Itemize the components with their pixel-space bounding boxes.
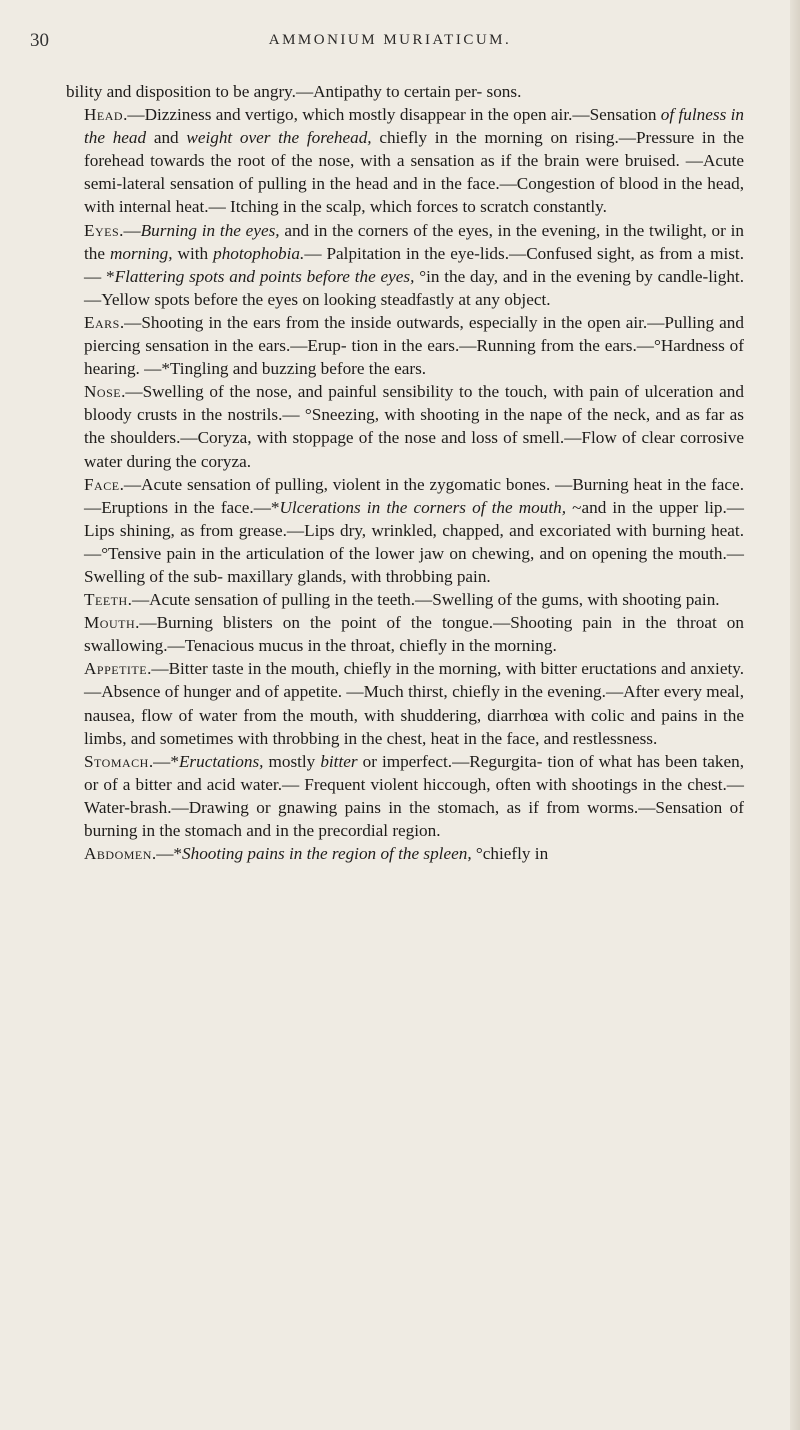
- running-head: [30, 30, 750, 54]
- section-heading: Teeth: [84, 590, 128, 610]
- italic-text: Flattering spots and points before the eyes,: [114, 266, 415, 286]
- running-title: AMMONIUM MURIATICUM.: [268, 32, 512, 48]
- paragraph-ears: [66, 311, 744, 380]
- italic-text: Shooting pains in the region of the spleen,: [182, 844, 472, 864]
- italic-text: of fulness in the head: [84, 105, 744, 148]
- italic-text: Eructations,: [178, 751, 264, 771]
- paragraph-head: [66, 103, 744, 218]
- text-run: .—Acute sensation of pulling in the teeth.—Swelling of the gums, with shooting pain.: [127, 590, 720, 610]
- text-run: or imperfect.—Regurgita- tion of what has been taken, or of a bitter and acid water.— Frequent violent hiccough, often with shootings in the chest.— Water-brash.—Drawing or gnawing pains in the stomach, as if from worms.—Sensation of burning in the stomach and in the precordial region.: [84, 751, 744, 840]
- italic-text: morning,: [110, 243, 173, 263]
- text-run: bility and disposition to be angry.—Antipathy to certain per- sons.: [66, 82, 522, 101]
- italic-text: Burning in the eyes,: [140, 220, 280, 240]
- text-run: .—Dizziness and vertigo, which mostly disappear in the open air.—Sensation: [123, 105, 661, 125]
- italic-text: weight over the forehead,: [186, 128, 372, 148]
- paragraph-abdomen: [66, 842, 744, 865]
- text-run: and: [146, 128, 187, 148]
- text-run: .—Shooting in the ears from the inside outwards, especially in the open air.—Pulling and piercing sensation in the ears.—Erup- tion in the ears.—Running from the ears.—°Hardness of hearing. —*Tingling and buzzing before the ears.: [84, 312, 744, 379]
- text-run: and in the corners of the eyes, in the evening, in the twilight, or in the: [84, 220, 745, 263]
- text-run: °in the day, and in the evening by candle-light.—Yellow spots before the eyes on looking steadfastly at any object.: [84, 266, 745, 309]
- paragraph-teeth: [66, 588, 744, 611]
- text-run: .—Acute sensation of pulling, violent in the zygomatic bones. —Burning heat in the face.—Eruptions in the face.—*: [84, 474, 744, 517]
- section-heading: Mouth: [84, 613, 136, 633]
- body-text: [66, 80, 744, 865]
- text-run: .—Swelling of the nose, and painful sensibility to the touch, with pain of ulceration and bloody crusts in the nostrils.— °Sneezing, with shooting in the nape of the neck, and as far as the shoulders.—Coryza, with stoppage of the nose and loss of smell.—Flow of clear corrosive water during the coryza.: [84, 382, 744, 471]
- text-run: ~and in the upper lip.—Lips shining, as from grease.—Lips dry, wrinkled, chapped, and excoriated with burning heat.—°Tensive pain in the articulation of the lower jaw on chewing, and on opening the mouth.—Swelling of the sub- maxillary glands, with throbbing pain.: [84, 497, 744, 586]
- italic-text: bitter: [320, 751, 358, 771]
- section-heading: Face: [84, 474, 120, 494]
- text-run: °chiefly in: [471, 844, 549, 864]
- paragraph-appetite: [66, 657, 744, 749]
- section-heading: Appetite: [84, 659, 148, 679]
- italic-text: photophobia.: [213, 243, 305, 263]
- section-heading: Ears: [84, 312, 120, 332]
- section-heading: Eyes: [84, 220, 120, 240]
- section-heading: Nose: [84, 382, 122, 402]
- text-run: — Palpitation in the eye-lids.—Confused sight, as from a mist.— *: [84, 243, 745, 286]
- text-run: with: [172, 243, 214, 263]
- paragraph-intro: [66, 80, 744, 103]
- page-number: 30: [30, 30, 49, 51]
- paragraph-mouth: [66, 611, 744, 657]
- paragraph-eyes: [66, 219, 744, 311]
- text-run: .—: [119, 220, 141, 240]
- text-run: .—*: [151, 844, 182, 864]
- text-run: mostly: [263, 751, 321, 771]
- text-run: .—Burning blisters on the point of the tongue.—Shooting pain in the throat on swallowing.—Tenacious mucus in the throat, chiefly in the morning.: [84, 613, 744, 656]
- text-run: .—Bitter taste in the mouth, chiefly in the morning, with bitter eructations and anxiety.—Absence of hunger and of appetite. —Much thirst, chiefly in the evening.—After every meal, nausea, flow of water from the mouth, with shuddering, diarrhœa with colic and pains in the limbs, and sometimes with throbbing in the chest, heat in the face, and restlessness.: [84, 659, 744, 748]
- paragraph-nose: [66, 380, 744, 472]
- page-edge: [790, 0, 800, 1430]
- section-heading: Head: [84, 105, 124, 125]
- text-run: chiefly in the morning on rising.—Pressure in the forehead towards the root of the nose, with a sensation as if the brain were bruised. —Acute semi-lateral sensation of pulling in the head and in the face.—Congestion of blood in the head, with internal heat.— Itching in the scalp, which forces to scratch constantly.: [84, 128, 744, 217]
- paragraph-stomach: [66, 750, 744, 842]
- text-run: .—*: [148, 751, 179, 771]
- italic-text: Ulcerations in the corners of the mouth,: [279, 497, 567, 517]
- section-heading: Abdomen: [84, 844, 152, 864]
- section-heading: Stomach: [84, 751, 149, 771]
- paragraph-face: [66, 473, 744, 588]
